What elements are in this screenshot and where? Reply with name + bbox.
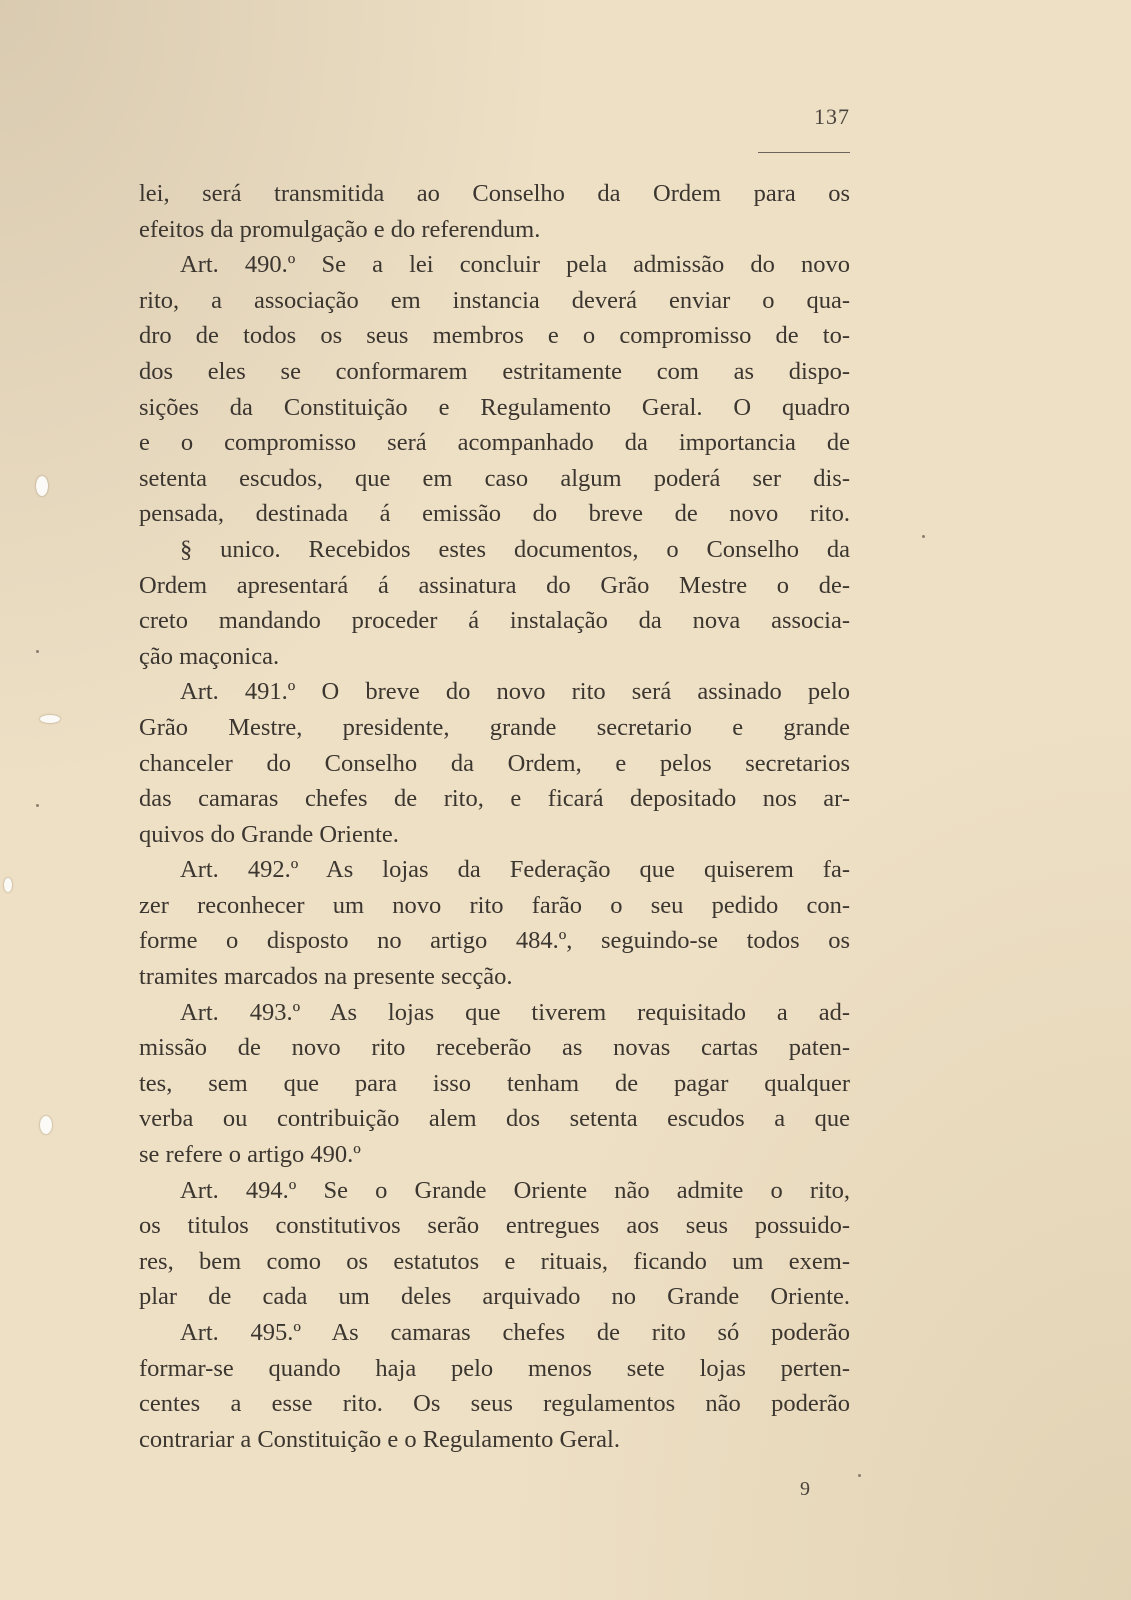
text-line: § unico. Recebidos estes documentos, o Conselho da [180, 535, 850, 563]
margin-speck [858, 1474, 861, 1477]
text-line: ção maçonica. [139, 642, 280, 670]
text-line: res, bem como os estatutos e rituais, ficando um exem- [139, 1247, 850, 1275]
text-line: efeitos da promulgação e do referendum. [139, 215, 541, 243]
text-line: se refere o artigo 490.º [139, 1141, 361, 1169]
text-line: sições da Constituição e Regulamento Geral. O quadro [139, 393, 850, 421]
margin-hole [36, 476, 48, 496]
margin-speck [36, 804, 39, 807]
text-line: dos eles se conformarem estritamente com as dispo- [139, 357, 850, 385]
text-line: os titulos constitutivos serão entregues aos seus possuido- [139, 1212, 850, 1240]
text-line: chanceler do Conselho da Ordem, e pelos secretarios [139, 749, 850, 777]
text-line: quivos do Grande Oriente. [139, 820, 399, 848]
margin-speck [922, 535, 925, 538]
text-line: Art. 495.º As camaras chefes de rito só poderão [180, 1319, 850, 1346]
text-line: rito, a associação em instancia deverá enviar o qua- [139, 286, 850, 314]
text-line: das camaras chefes de rito, e ficará depositado nos ar- [139, 785, 850, 813]
text-line: centes a esse rito. Os seus regulamentos não poderão [139, 1390, 850, 1418]
text-line: verba ou contribuição alem dos setenta escudos a que [139, 1105, 850, 1133]
text-line: Art. 494.º Se o Grande Oriente não admite o rito, [180, 1176, 850, 1204]
text-line: dro de todos os seus membros e o compromisso de to- [139, 322, 850, 350]
margin-hole [40, 715, 60, 723]
text-line: Art. 491.º O breve do novo rito será assinado pelo [180, 678, 850, 706]
text-line: tramites marcados na presente secção. [139, 963, 513, 991]
body-text [139, 176, 850, 1457]
text-line: contrariar a Constituição e o Regulamento Geral. [139, 1425, 620, 1453]
text-line: pensada, destinada á emissão do breve de novo rito. [139, 500, 850, 528]
text-line: forme o disposto no artigo 484.º, seguindo-se todos os [139, 927, 850, 955]
text-line: Art. 490.º Se a lei concluir pela admissão do novo [180, 251, 850, 279]
text-line: creto mandando proceder á instalação da nova associa- [139, 607, 850, 635]
text-line: setenta escudos, que em caso algum poderá ser dis- [139, 464, 850, 492]
text-line: plar de cada um deles arquivado no Grande Oriente. [139, 1283, 850, 1311]
signature-mark: 9 [800, 1478, 810, 1500]
text-line: e o compromisso será acompanhado da importancia de [139, 429, 850, 457]
page-number: 137 [814, 104, 850, 129]
text-line: missão de novo rito receberão as novas cartas paten- [139, 1034, 850, 1062]
text-line: lei, será transmitida ao Conselho da Ordem para os [139, 180, 850, 207]
text-line: Art. 492.º As lojas da Federação que quiserem fa- [180, 856, 850, 884]
text-line: Art. 493.º As lojas que tiverem requisitado a ad- [180, 998, 850, 1026]
margin-hole [4, 878, 12, 892]
text-line: formar-se quando haja pelo menos sete lojas perten- [139, 1354, 850, 1382]
page-number-rule [758, 152, 850, 153]
text-line: Grão Mestre, presidente, grande secretario e grande [139, 713, 850, 741]
margin-speck [36, 650, 39, 653]
text-line: Ordem apresentará á assinatura do Grão Mestre o de- [139, 571, 850, 599]
text-line: tes, sem que para isso tenham de pagar qualquer [139, 1069, 850, 1097]
margin-hole [40, 1116, 52, 1134]
text-line: zer reconhecer um novo rito farão o seu pedido con- [139, 891, 850, 919]
